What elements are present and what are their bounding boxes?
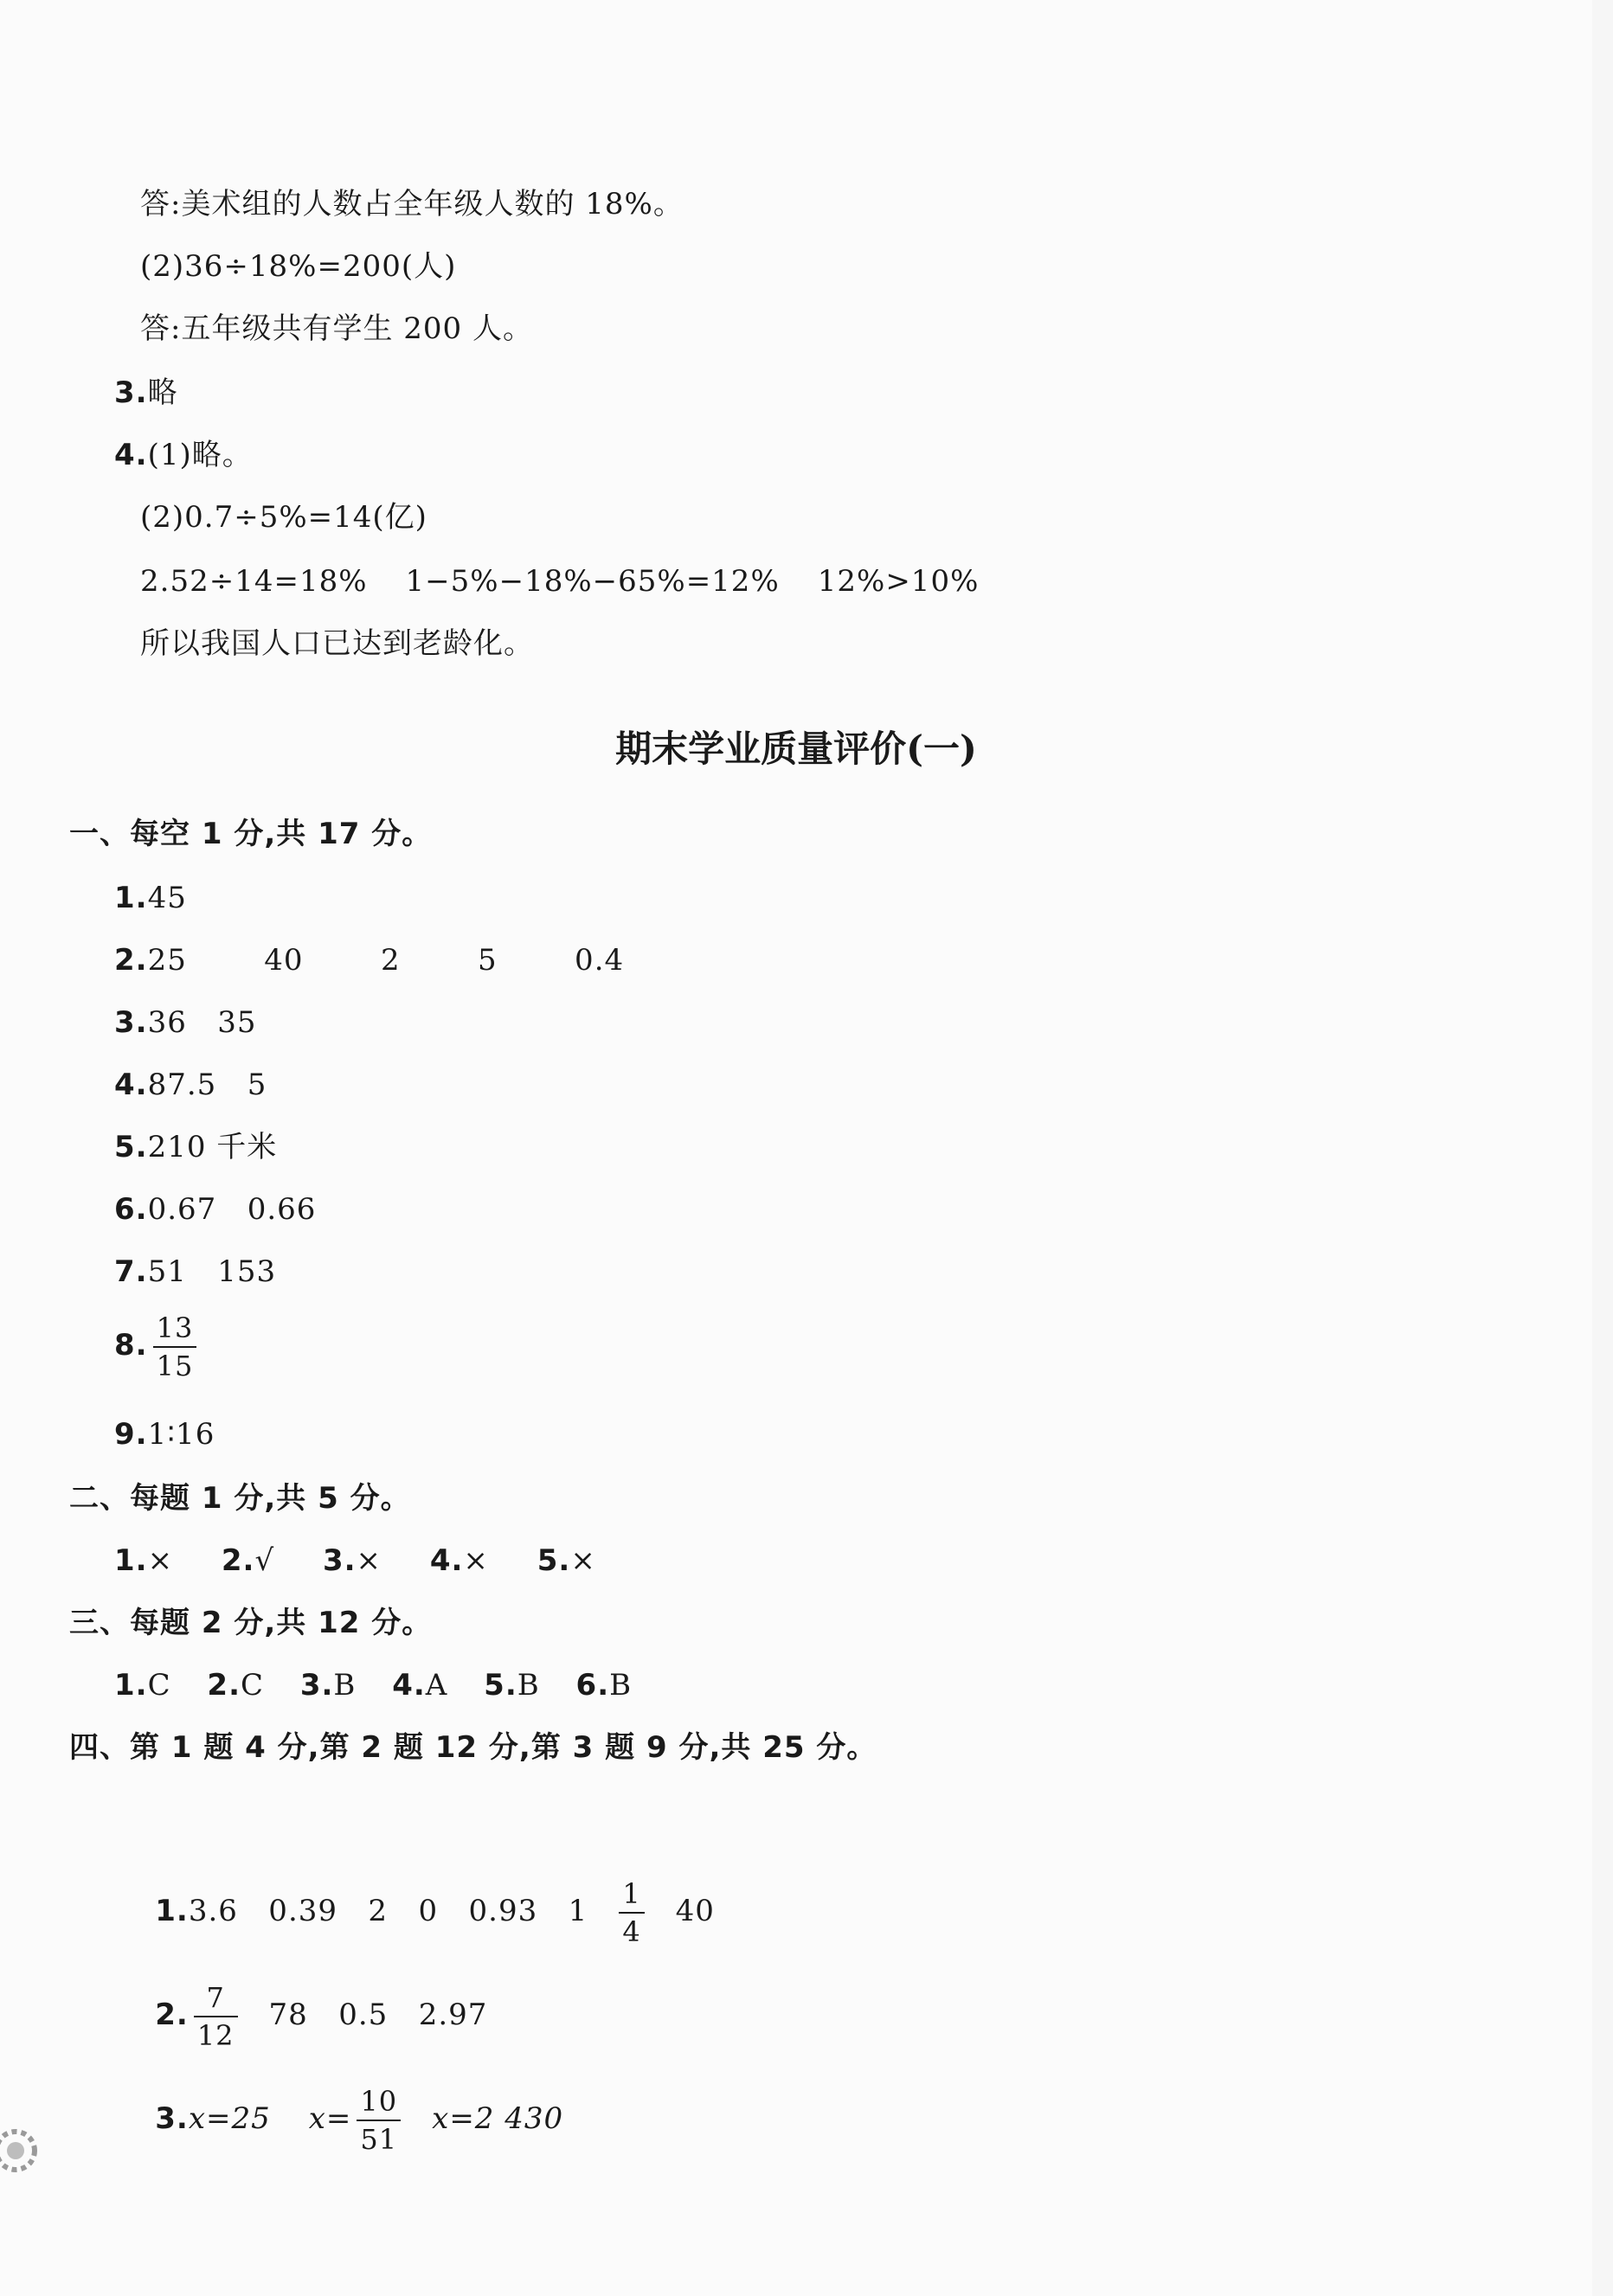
item-text: 36 35 <box>147 1005 257 1040</box>
item-number: 2. <box>114 943 148 978</box>
equation-a: x=25 <box>188 2101 271 2136</box>
item-answer: C <box>240 1668 264 1703</box>
s1-item-8 <box>114 1306 202 1384</box>
question-number: 3. <box>114 375 148 410</box>
calc-line-2: (2)36÷18%=200(人) <box>140 249 457 284</box>
item-text: 0.67 0.66 <box>147 1192 317 1227</box>
equation-c: x=2 430 <box>432 2101 564 2136</box>
question-text: (1)略。 <box>147 438 253 472</box>
s4-item-3 <box>114 2002 563 2235</box>
item-number: 6. <box>575 1668 610 1703</box>
section-title: 期末学业质量评价(一) <box>615 728 977 770</box>
item-number: 3. <box>114 1005 148 1040</box>
item-answer: B <box>517 1668 540 1703</box>
item-values: 78 0.5 2.97 <box>268 1998 488 2032</box>
item-number: 1. <box>114 881 148 915</box>
item-answer: B <box>333 1668 357 1703</box>
question-4 <box>114 436 253 474</box>
item-number: 9. <box>114 1417 148 1452</box>
item-values: 40 <box>675 1894 715 1928</box>
calc-line-4-2: (2)0.7÷5%=14(亿) <box>140 500 427 535</box>
item-answer: √ <box>254 1543 275 1578</box>
numerator: 7 <box>206 1981 225 2014</box>
calc-part-a: 2.52÷14=18% <box>140 564 368 599</box>
item-text: 45 <box>147 881 187 915</box>
s3-answers <box>114 1666 632 1704</box>
calc-part-c: 12%>10% <box>817 564 980 599</box>
item-answer: C <box>147 1668 171 1703</box>
fraction-bar <box>153 1346 197 1348</box>
fraction <box>153 1312 197 1382</box>
item-number: 3. <box>299 1668 334 1703</box>
item-number: 1. <box>114 1668 148 1703</box>
calc-line-4-3 <box>140 562 979 600</box>
corner-gear-icon <box>0 2111 61 2189</box>
item-answer: A <box>425 1668 448 1703</box>
item-text: 25 40 2 5 0.4 <box>147 943 625 978</box>
item-number: 2. <box>155 1998 189 2032</box>
item-answer: × <box>147 1543 174 1578</box>
item-number: 5. <box>114 1130 148 1164</box>
s1-item-2 <box>114 941 624 979</box>
item-text: 87.5 5 <box>147 1068 267 1102</box>
item-number: 2. <box>221 1543 255 1578</box>
denominator: 51 <box>360 2123 398 2156</box>
answer-line-1: 答:美术组的人数占全年级人数的 18%。 <box>140 187 684 221</box>
fraction <box>357 2086 401 2155</box>
item-number: 5. <box>484 1668 517 1703</box>
item-answer: B <box>609 1668 633 1703</box>
question-text: 略 <box>147 375 178 410</box>
s1-item-3 <box>114 1004 257 1042</box>
item-number: 5. <box>537 1543 571 1578</box>
numerator: 13 <box>156 1312 194 1344</box>
s1-item-9 <box>114 1415 215 1453</box>
s1-item-7 <box>114 1253 276 1291</box>
equation-b-var: x= <box>308 2101 352 2136</box>
numerator: 10 <box>360 2085 398 2118</box>
item-number: 4. <box>114 1068 148 1102</box>
item-text: 210 千米 <box>147 1130 278 1164</box>
section-4-heading: 四、第 1 题 4 分,第 2 题 12 分,第 3 题 9 分,共 25 分。 <box>69 1730 877 1765</box>
s1-item-6 <box>114 1190 316 1228</box>
item-number: 6. <box>114 1192 148 1227</box>
calc-part-b: 1−5%−18%−65%=12% <box>405 564 780 599</box>
numerator: 1 <box>622 1877 641 1910</box>
answer-line-2: 答:五年级共有学生 200 人。 <box>140 311 533 346</box>
item-values: 3.6 0.39 2 0 0.93 1 <box>188 1894 588 1928</box>
denominator: 15 <box>156 1350 194 1382</box>
fraction-bar <box>357 2120 401 2121</box>
s1-item-1 <box>114 879 187 917</box>
item-number: 2. <box>207 1668 241 1703</box>
item-number: 8. <box>114 1328 148 1363</box>
item-number: 7. <box>114 1254 148 1289</box>
denominator: 4 <box>622 1915 641 1948</box>
s1-item-5 <box>114 1128 277 1166</box>
section-1-heading: 一、每空 1 分,共 17 分。 <box>69 817 433 851</box>
item-number: 1. <box>114 1543 148 1578</box>
item-number: 3. <box>322 1543 357 1578</box>
denominator: 12 <box>196 2019 235 2052</box>
question-3 <box>114 374 178 412</box>
section-3-heading: 三、每题 2 分,共 12 分。 <box>69 1606 433 1640</box>
item-number: 1. <box>155 1894 189 1928</box>
item-number: 3. <box>155 2101 189 2136</box>
item-number: 4. <box>429 1543 464 1578</box>
item-number: 4. <box>392 1668 426 1703</box>
item-answer: × <box>570 1543 596 1578</box>
item-answer: × <box>463 1543 489 1578</box>
fraction-bar <box>619 1912 644 1914</box>
s1-item-4 <box>114 1066 267 1104</box>
section-2-heading: 二、每题 1 分,共 5 分。 <box>69 1481 411 1516</box>
fraction <box>619 1878 644 1947</box>
s2-answers <box>114 1542 596 1580</box>
item-text: 1∶16 <box>147 1417 215 1452</box>
item-answer: × <box>356 1543 382 1578</box>
item-text: 51 153 <box>147 1254 277 1289</box>
question-number: 4. <box>114 438 148 472</box>
conclusion-line: 所以我国人口已达到老龄化。 <box>140 626 534 661</box>
